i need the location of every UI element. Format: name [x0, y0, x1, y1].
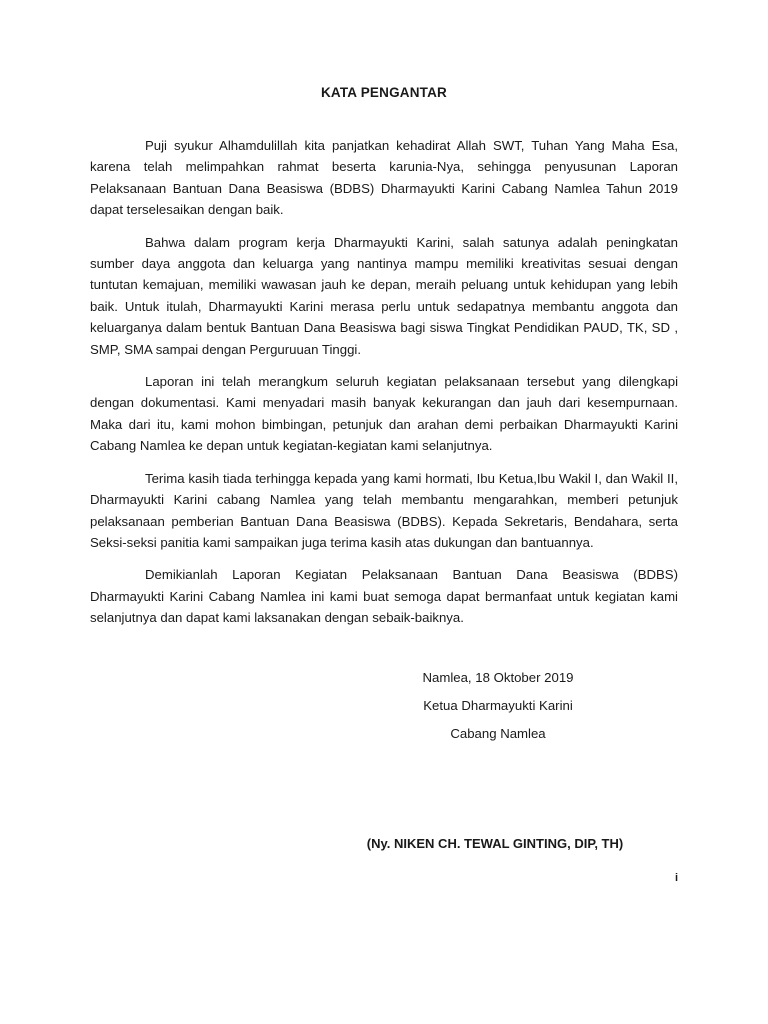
signer-branch: Cabang Namlea	[450, 726, 546, 741]
page-number: i	[675, 872, 679, 884]
paragraph-3: Laporan ini telah merangkum seluruh kegiatan pelaksanaan tersebut yang dilengkapi dengan dokumentasi. Kami menyadari masih banyak kekurangan dan jauh dari kesempurnaan. Maka dari itu, kami mohon bimbingan, petunjuk dan arahan demi perbaikan Dharmayukti Karini Cabang Namlea ke depan untuk kegiatan-kegiatan kami selanjutnya.	[90, 374, 678, 454]
document-title: KATA PENGANTAR	[320, 85, 448, 100]
signer-position: Ketua Dharmayukti Karini	[423, 698, 573, 713]
document-body	[90, 135, 678, 640]
place-date: Namlea, 18 Oktober 2019	[422, 670, 574, 685]
paragraph-1: Puji syukur Alhamdulillah kita panjatkan kehadirat Allah SWT, Tuhan Yang Maha Esa, karena telah melimpahkan rahmat beserta karunia-Nya, sehingga penyusunan Laporan Pelaksanaan Bantuan Dana Beasiswa (BDBS) Dharmayukti Karini Cabang Namlea Tahun 2019 dapat terselesaikan dengan baik.	[90, 138, 678, 218]
paragraph-2: Bahwa dalam program kerja Dharmayukti Karini, salah satunya adalah peningkatan sumber daya anggota dan keluarga yang nantinya mampu memiliki kreativitas sesuai dengan tuntutan kemajuan, memiliki wawasan jauh ke depan, meraih peluang untuk kehidupan yang lebih baik. Untuk itulah, Dharmayukti Karini merasa perlu untuk sedapatnya membantu anggota dan keluarganya dalam bentuk Bantuan Dana Beasiswa bagi siswa Tingkat Pendidikan PAUD, TK, SD , SMP, SMA sampai dengan Perguruuan Tinggi.	[90, 234, 678, 357]
signer-name: (Ny. NIKEN CH. TEWAL GINTING, DIP, TH)	[366, 836, 624, 851]
paragraph-5: Demikianlah Laporan Kegiatan Pelaksanaan Bantuan Dana Beasiswa (BDBS) Dharmayukti Karini Cabang Namlea ini kami buat semoga dapat bermanfaat untuk kegiatan kami selanjutnya dan dapat kami laksanakan dengan sebaik-baiknya.	[90, 567, 678, 626]
paragraph-4: Terima kasih tiada terhingga kepada yang kami hormati, Ibu Ketua,Ibu Wakil I, dan Wakil II, Dharmayukti Karini cabang Namlea yang telah membantu mengarahkan, memberi petunjuk pelaksanaan pemberian Bantuan Dana Beasiswa (BDBS). Kepada Sekretaris, Bendahara, serta Seksi-seksi panitia kami sampaikan juga terima kasih atas dukungan dan bantuannya.	[90, 470, 678, 550]
